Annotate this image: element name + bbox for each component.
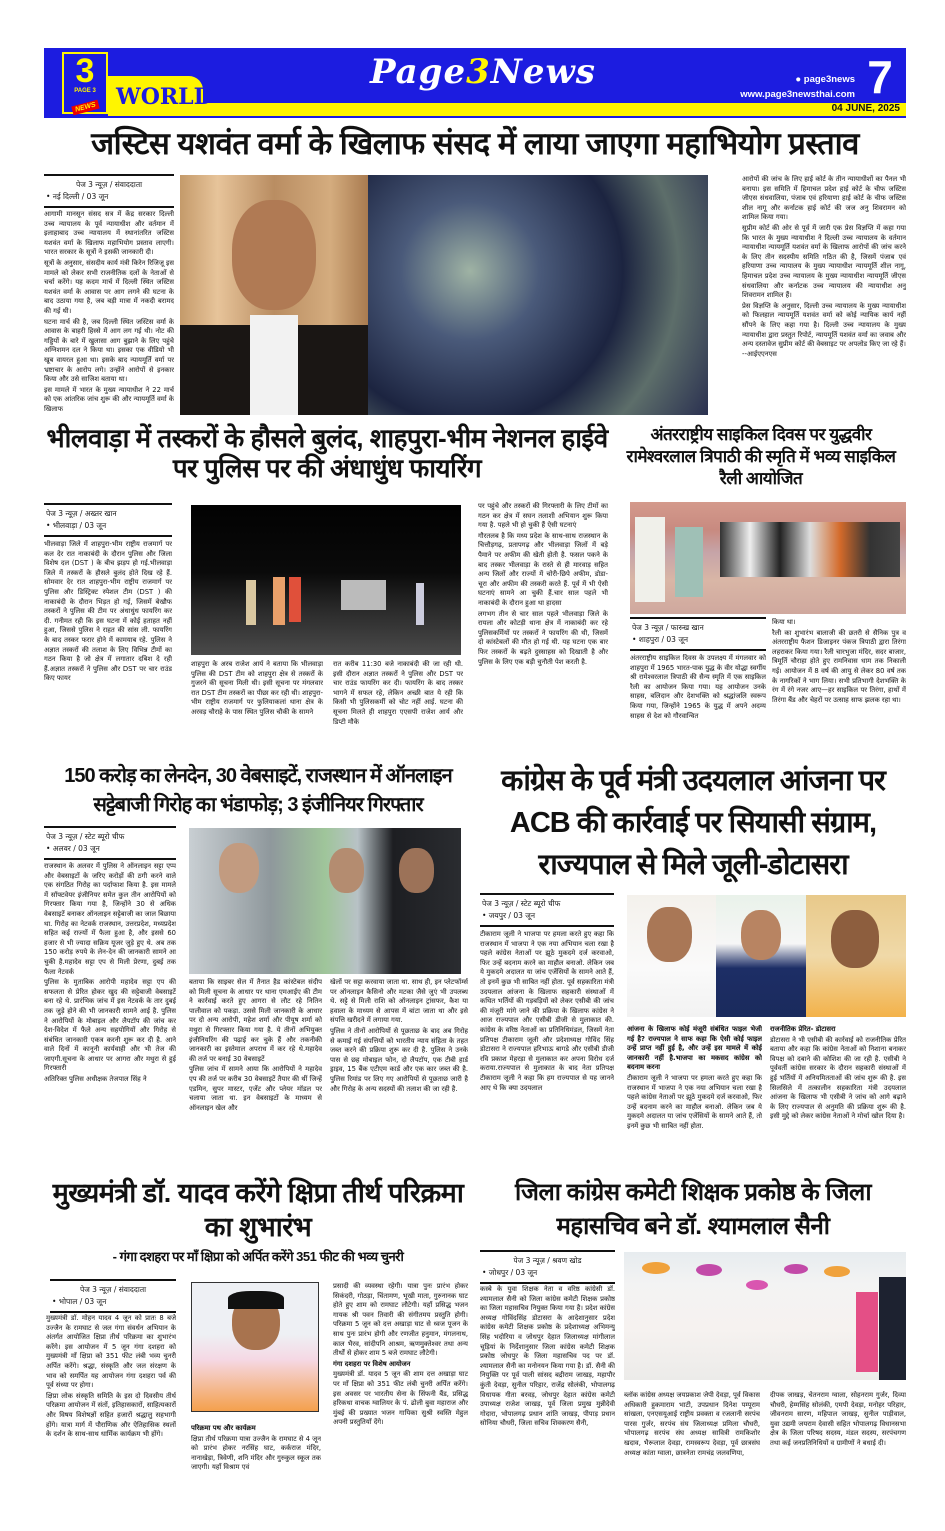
social-handle: page3news <box>803 74 855 85</box>
byline: पेज 3 न्यूज़ / संवाददाता • भोपाल / 03 जून <box>50 1279 176 1313</box>
article-column: भीलवाड़ा जिले में शाहपुरा-भीम राष्ट्रीय राजमार्ग पर कल देर रात नाकाबंदी के दौरान पुलिस और जिला विशेष दल (DST ) के बीच झड़प हो गई.भीलवाड़ा जिले में तस्करों के हौसले बुलंद होते दिख रहे हैं. सोमवार देर रात शाहपुरा-भीम राष्ट्रीय राजमार्ग पर पुलिस और डिस्ट्रिक्ट स्पेशल टीम (DST ) की नाकाबंदी के दौरान भिड़त हो गई, जिसमें बेखौफ तस्करों ने पुलिस की टीम पर अंधाधुंध फायरिंग कर दी. गनीमत रही कि इस घटना में कोई हताहत नहीं हुआ, जिससे पुलिस ने राहत की सांस ली. फायरिंग के बाद तस्कर फरार होने में कामयाब रहे. पुलिस ने अज्ञात तस्करों की तलाश के लिए विभिन्न टीमों का गठन किया है जो क्षेत्र में लगातार दबिश दे रही हैं.अज्ञात तस्करों ने पुलिस और DST पर चार राउंड किए फायर <box>44 540 172 683</box>
headline-shyamlal-saini: जिला कांग्रेस कमेटी शिक्षक प्रकोष्ठ के जिला महासचिव बने डॉ. श्यामलाल सैनी <box>514 1179 872 1240</box>
photo-arrested-engineers <box>189 828 461 974</box>
article-column: अंतरराष्ट्रीय साइकिल दिवस के उपलक्ष्य में मंगलवार को शाहपुरा में 1965 भारत-पाक युद्ध के वीर योद्धा स्वर्गीय श्री रामेश्वरलाल त्रिपाठी की सैन्य स्मृति में एक साइकिल रैली का आयोजन किया गया। यह आयोजन उनके साहस, बलिदान और देशभक्ति को श्रद्धांजलि स्वरूप किया गया, जिन्होंने 1965 के युद्ध में अपने अदम्य साहस से देश को गौरवान्वित <box>630 654 766 720</box>
byline: पेज 3 न्यूज़ / स्टेट ब्यूरो चीफ • जयपुर / 03 जून <box>480 893 614 927</box>
photo-justice-varma <box>180 175 368 415</box>
headline-bhilwara: भीलवाड़ा में तस्करों के हौसले बुलंद, शाहपुरा-भीम नेशनल हाईवे पर पुलिस पर की अंधाधुंध फायरिंग <box>46 423 608 483</box>
headline-varma: जस्टिस यशवंत वर्मा के खिलाफ संसद में लाया जाएगा महाभियोग प्रस्ताव <box>91 126 859 161</box>
article-column: पर पहुंचे और तस्करों की गिरफ्तारी के लिए टीमों का गठन कर क्षेत्र में सघन तलाशी अभियान शुरू किया गया है. पहले भी हो चुकी हैं ऐसी घटनाएं गौरतलब है कि मध्य प्रदेश के साथ-साथ राजस्थान के चित्तौड़गढ़, प्रतापगढ़ और भीलवाड़ा जिलों में बड़े पैमाने पर अफीम की खेती होती है. फसल पकने के बाद तस्कर भीलवाड़ा के रास्ते से ही मारवाड़ सहित अन्य जिलों और राज्यों में चोरी-छिपे अफीम, डोडा-चूरा और अफीम की तस्करी करते हैं. पूर्व में भी ऐसी घटनाएं सामने आ चुकी हैं.चार साल पहले भी नाकाबंदी के दौरान हुआ था हादसा लगभग तीन से चार साल पहले भीलवाड़ा जिले के रायला और कोटड़ी थाना क्षेत्र में नाकाबंदी कर रहे पुलिसकर्मियों पर तस्करों ने फायरिंग की थी, जिसमें दो कांस्टेबलों की मौत हो गई थी. यह घटना एक बार फिर तस्करों के बढ़ते दुस्साहस को दिखाती है और पुलिस के लिए एक बड़ी चुनौती पेश करती है. <box>478 502 608 666</box>
photo-cycle-rally <box>630 502 906 614</box>
section-label: WORLD <box>108 76 203 116</box>
article-column: बताया कि साइबर सेल में तैनात हैड कांस्टेबल संदीप को मिली सूचना के आधार पर थाना एमआईए की टीम ने कार्रवाई करते हुए आगरा से लौट रहे नितिन पालीवाल को पकड़ा. उससे मिली जानकारी के आधार पर दो अन्य आरोपी, महेश शर्मा और पीयूष शर्मा को मथुरा से गिरफ्तार किया गया है. ये तीनों अभियुक्त इंजीनियरिंग की पढ़ाई कर चुके हैं और तकनीकी जानकारी का इस्तेमाल अपराध में कर रहे थे.महादेव की तर्ज पर बनाई 30 वेबसाइटें पुलिस जांच में सामने आया कि आरोपियों ने महादेव एप की तर्ज पर करीब 30 वेबसाइटें तैयार की थीं जिन्हें एडमिन, सुपर मास्टर, एजेंट और प्लेयर मॉडल पर चलाया जाता था. इन वेबसाइटों के माध्यम से ऑनलाइन खेल और <box>189 978 322 1112</box>
article-column: आंजना के खिलाफ कोई मंजूरी संबंधित फाइल भेजी गई है? राज्यपाल ने साफ कहा कि ऐसी कोई फाइल उन्हें प्राप्त नहीं हुई है, और उन्हें इस मामले में कोई जानकारी नहीं है.भाजपा का मकसद कांग्रेस को बदनाम करना टीकाराम जूली ने भाजपा पर हमला करते हुए कहा कि राजस्थान में भाजपा ने एक नया अभियान चला रखा है पहले कांग्रेस नेताओं पर झूठे मुकदमे दर्ज करवाओ, फिर उन्हें बदनाम करने का माहौल बनाओ. लेकिन जब ये मुकदमे अदालत या जांच एजेंसियों के सामने आते हैं, तो इनमें कुछ भी साबित नहीं होता. <box>627 1025 762 1130</box>
photo-politician-1 <box>627 895 716 1017</box>
photo-politician-3 <box>806 895 906 1017</box>
article-column: दीपक जाखड़, चेतनराम ग्वाला, सोहनराम गुर्जर, दिव्या चौधरी, हेम्मसिंह सोलंकी, एमपी देवड़ा, मनोहर परिहार, जीवनराम सारण, महिपाल जाखड़, सुनील पाड़ीवाल, युवा उद्यमी जयराम देवासी सहित भोपालगढ़ विधानसभा क्षेत्र के जिला परिषद सदस्य, मंडल सदस्य, सरपंचगण तथा कई जनप्रतिनिधियों व ग्रामीणों ने बधाई दी। <box>770 1391 906 1447</box>
photo-politician-2 <box>716 895 806 1017</box>
website-link[interactable]: www.page3newsthai.com <box>740 89 855 100</box>
photo-congress-group <box>624 1252 906 1380</box>
article-column: आरोपों की जांच के लिए हाई कोर्ट के तीन न्यायाधीशों का पैनल भी बनाया। इस समिति में हिमाचल प्रदेश हाई कोर्ट के चीफ जस्टिस जीएस संधवालिया, पंजाब एवं हरियाणा हाई कोर्ट के चीफ जस्टिस शील नागू और कर्नाटक हाई कोर्ट की जज अनु शिवरामन को शामिल किया गया। सुप्रीम कोर्ट की ओर से पूर्व में जारी एक प्रेस विज्ञप्ति में कहा गया कि भारत के मुख्य न्यायाधीश ने दिल्ली उच्च न्यायालय के वर्तमान न्यायाधीश न्यायमूर्ति यशवंत वर्मा के खिलाफ आरोपों की जांच करने के लिए तीन सदस्यीय समिति गठित की है, जिसमें पंजाब एवं हरियाणा उच्च न्यायालय के मुख्य न्यायाधीश न्यायमूर्ति शील नागू, हिमाचल प्रदेश उच्च न्यायालय के मुख्य न्यायाधीश न्यायमूर्ति जीएस संधवालिया और कर्नाटक उच्च न्यायालय की न्यायाधीश अनु शिवरामन शामिल हैं। प्रेस विज्ञप्ति के अनुसार, दिल्ली उच्च न्यायालय के मुख्य न्यायाधीश को फिलहाल न्यायमूर्ति यशवंत वर्मा को कोई न्यायिक कार्य नहीं सौंपने के लिए कहा गया है। दिल्ली उच्च न्यायालय के मुख्य न्यायाधीश द्वारा प्रस्तुत रिपोर्ट, न्यायमूर्ति यशवंत वर्मा का जवाब और अन्य दस्तावेज सुप्रीम कोर्ट की वेबसाइट पर अपलोड किए जा रहे हैं। --आईएएनएस <box>742 175 906 358</box>
headline-kshipra-parikrama: मुख्यमंत्री डॉ. यादव करेंगे क्षिप्रा तीर्थ परिक्रमा का शुभारंभ <box>52 1178 464 1242</box>
headline-betting-racket: 150 करोड़ का लेनदेन, 30 वेबसाइटें, राजस्थान में ऑनलाइन सट्टेबाजी गिरोह का भंडाफोड़; 3 इंजीनियर गिरफ्तार <box>64 765 452 816</box>
photo-cm-mohan-yadav <box>191 1282 319 1412</box>
byline: पेज 3 न्यूज़ / फारुख खान • शाहपुरा / 03 जून <box>630 617 766 651</box>
issue-date: 04 JUNE, 2025 <box>831 103 900 114</box>
byline: पेज 3 न्यूज़ / अख्तर खान • भीलवाड़ा / 03 जून <box>44 503 172 537</box>
article-column: खेलों पर सट्टा करवाया जाता था. साथ ही, इन प्लेटफॉर्म्स पर ऑनलाइन कैसिनो और मटका जैसे जुएं भी उपलब्ध थे. सट्टे से मिली राशि को ऑनलाइन ट्रांसफर, कैश या हवाला के माध्यम से आपस में बांटा जाता था और इसे संपत्ति खरीदने में लगाया गया. पुलिस ने तीनों आरोपियों से पूछताछ के बाद अब गिरोह से कमाई गई संपत्तियों को भारतीय न्याय संहिता के तहत जब्त करने की प्रक्रिया शुरू कर दी है. पुलिस ने उनके पास से छह मोबाइल फोन, दो लैपटॉप, एक टीबी हार्ड ड्राइव, 15 बैंक एटीएम कार्ड और एक कार जब्त की है. पुलिस रिमांड पर लिए गए आरोपियों से पूछताछ जारी है और गिरोह के अन्य सदस्यों की तलाश की जा रही है. <box>330 978 468 1093</box>
subheadline: - गंगा दशहरा पर माँ क्षिप्रा को अर्पित करेंगे 351 फीट की भव्य चुनरी <box>112 1249 404 1264</box>
byline: पेज 3 न्यूज़ / स्टेट ब्यूरो चीफ • अलवर / 03 जून <box>44 826 176 860</box>
page3-logo: 3 PAGE 3 NEWS <box>62 52 108 114</box>
headline-cycle-rally: अंतरराष्ट्रीय साइकिल दिवस पर युद्धवीर रामेश्वरलाल त्रिपाठी की स्मृति में भव्य साइकिल रैली आयोजित <box>626 425 896 488</box>
article-column: शाहपुरा के अरब राजेश आर्य ने बताया कि भीलवाड़ा पुलिस की DST टीम को शाहपुरा क्षेत्र से तस्करों के गुजरने की सूचना मिली थी। इसी सूचना पर मंगलवार रात DST टीम तस्करों का पीछा कर रही थी। शाहपुरा-भीम राष्ट्रीय राजमार्ग पर फुलियाकलां थाना क्षेत्र के अरवड़ चौराहे के पास स्थित पुलिस चौकी के सामने <box>191 660 323 716</box>
photo-police-checkpoint <box>191 505 461 655</box>
article-column: टीकाराम जूली ने भाजपा पर हमला करते हुए कहा कि राजस्थान में भाजपा ने एक नया अभियान चला रखा है पहले कांग्रेस नेताओं पर झूठे मुकदमे दर्ज करवाओ, फिर उन्हें बदनाम करने का माहौल बनाओ. लेकिन जब ये मुकदमे अदालत या जांच एजेंसियों के सामने आते हैं, तो इनमें कुछ भी साबित नहीं होता. पूर्व सहकारिता मंत्री उदयलाल आंजना के खिलाफ सहकारी संस्थाओं में कथित भर्तियों की गड़बड़ियों को लेकर एसीबी की जांच की मंजूरी मांगे जाने की प्रक्रिया के खिलाफ कांग्रेस ने आज राज्यपाल और एसीबी डीजी से मुलाकात की. कांग्रेस के वरिष्ठ नेताओं का प्रतिनिधिमंडल, जिसमें नेता प्रतिपक्ष टीकाराम जूली और प्रदेशाध्यक्ष गोविंद सिंह डोटासरा ने राज्यपाल हरिभाऊ बागडे और एसीबी डीजी रवि प्रकाश मेहरड़ा से मुलाकात कर अपना विरोध दर्ज कराया.राज्यपाल से मुलाकात के बाद नेता प्रतिपक्ष टीकाराम जूली ने कहा कि हम राज्यपाल से यह जानने आए थे कि क्या उदयलाल <box>480 930 614 1092</box>
byline: पेज 3 न्यूज़ / संवाददाता • नई दिल्ली / 03 जून <box>44 174 174 208</box>
article-column: राजस्थान के अलवर में पुलिस ने ऑनलाइन सट्टा एप्प और वेबसाइटों के जरिए करोड़ों की ठगी करने वाले एक संगठित गिरोह का पर्दाफाश किया है. इस मामले में सॉफ्टवेयर इंजीनियर समेत कुल तीन आरोपियों को गिरफ्तार किया गया है, जिन्होंने 30 से अधिक वेबसाइटें बनाकर ऑनलाइन सट्टेबाजी का जाल बिछाया था. गिरोह का नेटवर्क राजस्थान, उत्तरप्रदेश, मध्यप्रदेश सहित कई राज्यों में फैला हुआ है, और इससे 60 हजार से भी ज्यादा सक्रिय यूजर जुड़े हुए थे. अब तक 150 करोड़ रुपये के लेन-देन की जानकारी सामने आ चुकी है.महादेव सट्टा एप से मिली प्रेरणा, दुबई तक फैला नेटवर्क पुलिस के मुताबिक आरोपी महादेव सट्टा एप की सफलता से प्रेरित होकर खुद की सट्टेबाजी वेबसाइटें बना रहे थे. प्रारंभिक जांच में इस नेटवर्क के तार दुबई तक जुड़े होने की भी जानकारी सामने आई है. पुलिस ने आरोपियों के मोबाइल और लैपटॉप की जांच कर देश-विदेश में फैले अन्य सहयोगियों और गिरोह से संबंधित जानकारी एकत्र करनी शुरू कर दी है. आने वाले दिनों में कानूनी कार्यवाही और भी तेज की जाएगी.सूचना के आधार पर आगरा और मथुरा से हुई गिरफ्तारी अतिरिक्त पुलिस अधीक्षक तेजपाल सिंह ने <box>44 862 176 1084</box>
page-number: 7 <box>867 51 893 103</box>
article-column: मुख्यमंत्री डॉ. मोहन यादव 4 जून को प्रातः 8 बजे उज्जैन के रामघाट से जल गंगा संवर्धन अभियान के अंतर्गत आयोजित क्षिप्रा तीर्थ परिक्रमा का शुभारंभ करेंगे। इस आयोजन में 5 जून गंगा दशहरा को मुख्यमंत्री माँ क्षिप्रा को 351 फीट लंबी भव्य चुनरी अर्पित करेंगे। श्रद्धा, संस्कृति और जल संरक्षण के भाव को समर्पित यह आयोजन गंगा दशहरा पर्व की पूर्व संध्या पर होगा। क्षिप्रा लोक संस्कृति समिति के इस दो दिवसीय तीर्थ परिक्रमा आयोजन में संतों, इतिहासकारों, साहित्यकारों और विषय विशेषज्ञों सहित हजारों श्रद्धालु सहभागी होंगे। यात्रा मार्ग में पौराणिक और ऐतिहासिक स्थलों के दर्शन के साथ-साथ धार्मिक कार्यक्रम भी होंगे। <box>46 1314 176 1439</box>
article-column: कस्बे के युवा शिक्षक नेता व वरिष्ठ कांग्रेसी डॉ. श्यामलाल सैनी को जिला कांग्रेस कमेटी शिक्षक प्रकोष्ठ का जिला महासचिव नियुक्त किया गया है। प्रदेश कांग्रेस अध्यक्ष गोविंदसिंह डोटासरा के आदेशानुसार प्रदेश कांग्रेस कमेटी शिक्षक प्रकोष्ठ के प्रदेशाध्यक्ष अभिमन्यु सिंह भदोरिया व जोधपुर देहात जिलाध्यक्ष मांगीलाल चूड़ियां के निर्देशानुसार जिला कांग्रेस कमेटी शिक्षक प्रकोष्ठ जोधपुर के जिला महासचिव पद पर डॉ. श्यामलाल सैनी का मनोनयन किया गया है। डॉ. सैनी की नियुक्ति पर पूर्व पाली सांसद बद्रीराम जाखड़, महापौर कुंती देवड़ा, सुनील परिहार, राजेंद्र सोलंकी, भोपालगढ़ विधायक गीता बरवड़, जोधपुर देहात कांग्रेस कमेटी उपाध्यक्ष राजेश जाखड़, पूर्व जिला प्रमुख मुन्नीदेवी गोदारा, भोपालगढ़ प्रधान शांति जाखड़, पीपाड़ प्रधान सोनिया चौधरी, जिला सचिव शिवकरण सैनी, <box>480 1285 615 1428</box>
article-column: प्रसादी की व्यवस्था रहेगी। यात्रा पुनः प्रारंभ होकर सिकंदरी, गोठड़ा, चिंतामण, भूखी माता, गुरुनानक घाट होते हुए शाम को रामघाट लौटेगी। यहाँ प्रसिद्ध भजन गायक श्री पवन तिवारी की संगीतमय प्रस्तुति होगी। परिक्रमा 5 जून को दत्त अखाड़ा घाट से ध्वज पूजन के साथ पुनः प्रारंभ होगी और रणजीत हनुमान, मंगलनाथ, काल भैरव, सांदीपनि आश्रम, ऋणमुक्तेश्वर तथा अन्य तीर्थों से होकर शाम 5 बजे रामघाट लौटेगी। गंगा दशहरा पर विशेष आयोजन मुख्यमंत्री डॉ. यादव 5 जून की शाम दत्त अखाड़ा घाट पर माँ क्षिप्रा को 351 फीट लंबी चुनरी अर्पित करेंगे। इस अवसर पर भारतीय सेना के सिंफनी बैंड, प्रसिद्ध हरिकथा वाचक ग्वालियर के पं. ढोली बुवा महाराज और मुंबई की प्रख्यात भजन गायिका सुश्री स्वस्ति मेहुल अपनी प्रस्तुतियाँ देंगे। <box>333 1282 468 1427</box>
contact-info <box>740 72 855 102</box>
article-column: किया था। रैली का शुभारंभ बालाजी की छतरी से सैनिक पुत्र व अंतरराष्ट्रीय फैशन डिजाइनर पंकज त्रिपाठी द्वारा तिरंगा लहराकर किया गया। रैली चारभुजा मंदिर, सदर बाजार, त्रिमूर्ति चौराहा होते हुए रामनिवास धाम तक निकाली गई। आयोजन में 8 वर्ष की आयु से लेकर 80 वर्ष तक के नागरिकों ने भाग लिया। सभी प्रतिभागी देशभक्ति के रंग में रंगे नजर आए—हर साइकिल पर तिरंगा, हाथों में तिरंगा बैंड और चेहरों पर उत्साह साफ झलक रहा था। <box>772 618 906 704</box>
article-column: ब्लॉक कांग्रेस अध्यक्ष जयप्रकाश जेपी देवड़ा, पूर्व विकास अधिकारी हुकमाराम भाटी, उपप्रधान दिनेश पम्पूराम सांखला, एनएसयूआई राष्ट्रीय प्रवक्ता व रजलानी सरपंच पारस गुर्जर, सरपंच संघ जिलाध्यक्ष प्रमिला चौधरी, भोपालगढ़ सरपंच संघ अध्यक्ष सावित्री रामकिशोर खदाव, भैरूलाल देवड़ा, रामस्वरूप देवड़ा, पूर्व छात्रसंघ अध्यक्ष कांता ग्वाला, छात्रनेता रामचंद्र जलवणिया, <box>624 1391 760 1457</box>
article-column: राजनीतिक प्रेरित- डोटासरा डोटासरा ने भी एसीबी की कार्रवाई को राजनीतिक प्रेरित बताया और कहा कि कांग्रेस नेताओं को निशाना बनाकर विपक्ष को दबाने की कोशिश की जा रही है. एसीबी ने पूर्ववर्ती कांग्रेस सरकार के दौरान सहकारी संस्थाओं में हुई भर्तियों में अनियमितताओं की जांच शुरू की है. इस सिलसिले में तत्कालीन सहकारिता मंत्री उदयलाल आंजना के खिलाफ भी एसीबी ने जांच को आगे बढ़ाने के लिए राज्यपाल से अनुमति की प्रक्रिया शुरू की है. इसी मुद्दे को लेकर कांग्रेस नेताओं ने मोर्चा खोल दिया है। <box>770 1025 906 1121</box>
headline-acb-action: कांग्रेस के पूर्व मंत्री उदयलाल आंजना पर ACB की कार्रवाई पर सियासी संग्राम, राज्यपाल से मिले जूली-डोटासरा <box>501 765 885 881</box>
newspaper-title: Page3News <box>370 52 596 92</box>
byline: पेज 3 न्यूज़ / श्रवण खोड • जोधपुर / 03 जून <box>480 1250 615 1284</box>
article-column: आगामी मानसून संसद सत्र में केंद्र सरकार दिल्ली उच्च न्यायालय के पूर्व न्यायाधीश और वर्तमान में इलाहाबाद उच्च न्यायालय में स्थानांतरित जस्टिस यशवंत वर्मा के खिलाफ महाभियोग प्रस्ताव लाएगी। भारत सरकार के सूत्रों ने इसकी जानकारी दी। सूत्रों के अनुसार, संसदीय कार्य मंत्री किरेन रिजिजू इस मामले को लेकर सभी राजनीतिक दलों के नेताओं से चर्चा करेंगे। यह कदम मार्च में दिल्ली स्थित जस्टिस यशवंत वर्मा के आवास पर आग लगने की घटना के बाद उठाया गया है, जब बड़ी मात्रा में नकदी बरामद की गई थी। घटना मार्च की है, जब दिल्ली स्थित जस्टिस वर्मा के आवास के बाहरी हिस्से में आग लग गई थी। नोट की गड्डियों के बारे में खुलासा आग बुझाने के लिए पहुंचे अग्निशमन दल ने किया था। इसका एक वीडियो भी खूब वायरल हुआ था। इसके बाद न्यायमूर्ति वर्मा पर भ्रष्टाचार के आरोप लगे। उन्होंने आरोपों से इनकार किया और उसे साजिश बताया था। इस मामले में भारत के मुख्य न्यायाधीश ने 22 मार्च को एक आंतरिक जांच शुरू की और न्यायमूर्ति वर्मा के खिलाफ <box>44 210 174 413</box>
social-icon: ● <box>795 74 804 85</box>
photo-cash-bundles <box>368 175 708 415</box>
article-column: परिक्रमा पथ और कार्यक्रम क्षिप्रा तीर्थ परिक्रमा यात्रा उज्जैन के रामघाट से 4 जून को प्रारंभ होकर नरसिंह घाट, कर्कराज मंदिर, नानाखेड़ा, त्रिवेणी, शनि मंदिर और गुरुकुल स्कूल तक जाएगी। यहाँ विश्राम एवं <box>191 1424 321 1472</box>
article-column: रात करीब 11:30 बजे नाकाबंदी की जा रही थी. इसी दौरान अज्ञात तस्करों ने पुलिस और DST पर चार राउंड फायरिंग कर दी। फायरिंग के बाद तस्कर भागने में सफल रहे, लेकिन अच्छी बात ये रही कि किसी भी पुलिसकर्मी को चोट नहीं आई. घटना की सूचना मिलते ही शाहपुरा एएसपी राजेश आर्य और डिप्टी मौके <box>333 660 463 726</box>
